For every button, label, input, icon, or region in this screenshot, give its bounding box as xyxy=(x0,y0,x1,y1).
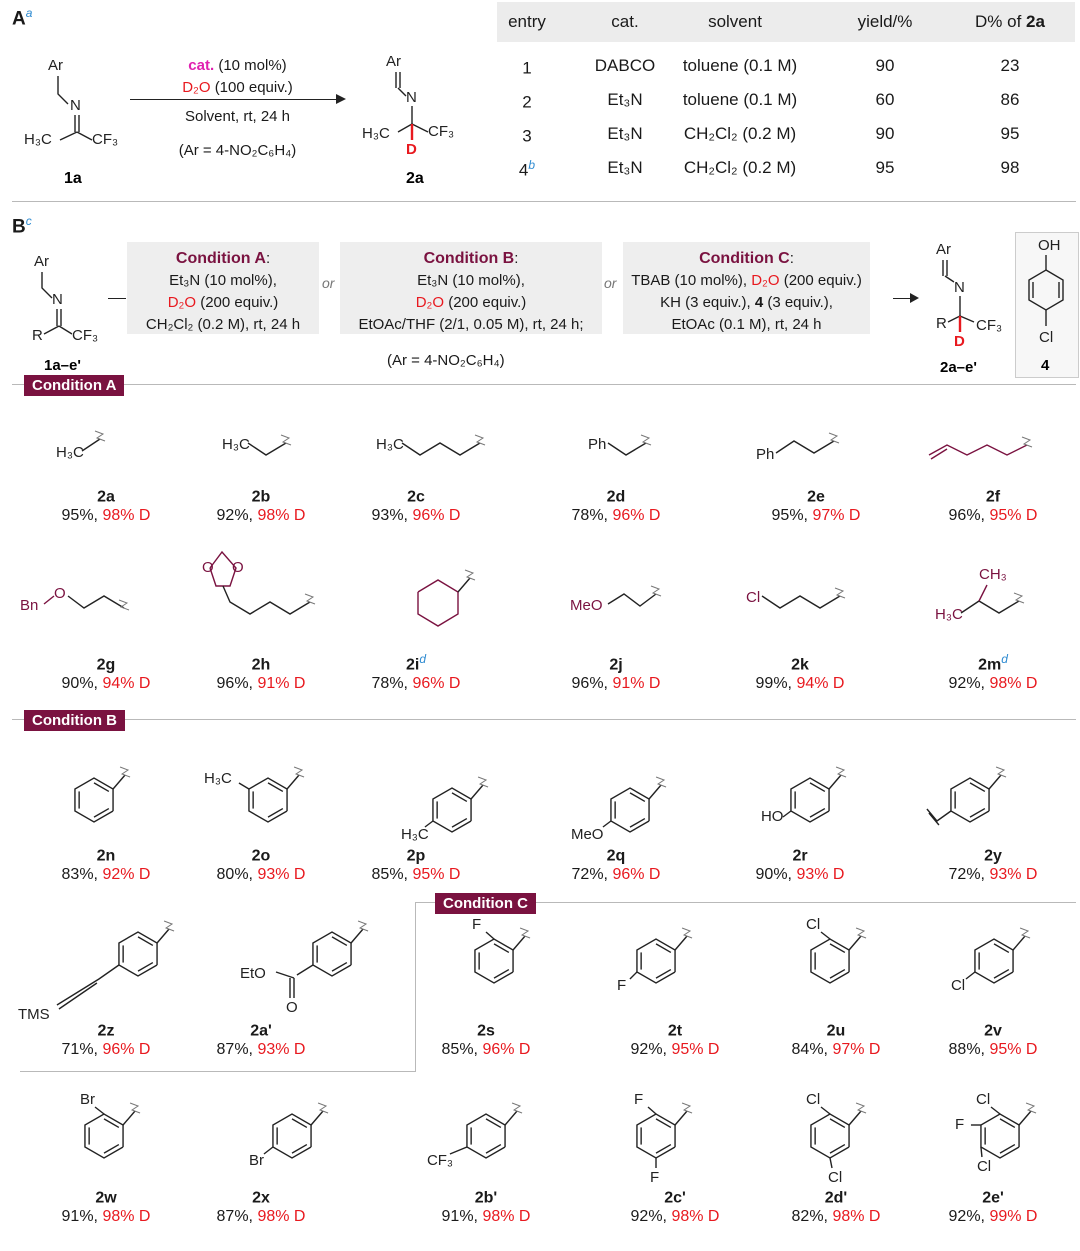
compound-yield: 93%, xyxy=(371,507,408,525)
compound-deuterium: 96% D xyxy=(612,866,661,884)
compound-name: 2r xyxy=(792,847,808,865)
compound-yield: 91%, xyxy=(441,1208,478,1226)
svg-text:Cl: Cl xyxy=(1039,329,1054,346)
compound-deuterium: 91% D xyxy=(257,675,306,693)
compound-yield: 95%, xyxy=(771,507,808,525)
svg-text:Ar: Ar xyxy=(48,57,63,74)
svg-text:H₃C: H₃C xyxy=(400,826,429,843)
compound-name: 2d' xyxy=(824,1189,848,1207)
svg-text:F: F xyxy=(472,916,482,933)
table-cell-solvent: toluene (0.1 M) xyxy=(682,56,798,75)
compound-name: 2i xyxy=(405,656,420,674)
compound-2b xyxy=(181,482,341,526)
compound-2a xyxy=(26,482,186,526)
compound-name: 2e' xyxy=(982,1189,1004,1207)
compound-2cp xyxy=(595,1183,755,1227)
svg-text:O: O xyxy=(232,559,244,576)
svg-text:Cl: Cl xyxy=(746,589,761,606)
svg-text:O: O xyxy=(54,585,66,602)
structure-2z-r xyxy=(18,910,188,1023)
structure-2h-r xyxy=(192,540,322,630)
compound-2v xyxy=(913,1016,1073,1060)
divider-cond-c-bottom xyxy=(20,1071,416,1072)
table-cell-d: 98 xyxy=(1000,158,1020,177)
structure-1a xyxy=(20,40,130,187)
compound-2e xyxy=(736,482,896,526)
svg-text:N: N xyxy=(406,89,417,106)
arrow-head-b xyxy=(910,293,919,303)
compound-yield: 90%, xyxy=(61,675,98,693)
svg-text:MeO: MeO xyxy=(570,826,604,843)
compound-2ep xyxy=(913,1183,1073,1227)
svg-text:4: 4 xyxy=(1041,357,1050,374)
structure-2dp-r xyxy=(766,1090,896,1190)
compound-yield: 92%, xyxy=(948,1208,985,1226)
compound-deuterium: 95% D xyxy=(412,866,461,884)
svg-text:D: D xyxy=(954,333,965,350)
compound-deuterium: 96% D xyxy=(482,1041,531,1059)
compound-name: 2w xyxy=(95,1189,117,1207)
compound-2h xyxy=(181,650,341,694)
table-cell-solvent: toluene (0.1 M) xyxy=(682,90,798,109)
compound-2f xyxy=(913,482,1073,526)
svg-text:CF₃: CF₃ xyxy=(428,123,455,140)
compound-yield: 87%, xyxy=(216,1208,253,1226)
compound-deuterium: 96% D xyxy=(102,1041,151,1059)
compound-yield: 92%, xyxy=(630,1208,667,1226)
table-cell-cat: Et₃N xyxy=(607,124,643,143)
compound-2s xyxy=(406,1016,566,1060)
compound-deuterium: 93% D xyxy=(989,866,1038,884)
compound-note: d xyxy=(419,652,427,666)
compound-deuterium: 99% D xyxy=(989,1208,1038,1226)
svg-text:2a: 2a xyxy=(406,170,424,187)
svg-text:H₃C: H₃C xyxy=(376,436,404,453)
compound-deuterium: 98% D xyxy=(482,1208,531,1226)
svg-text:TMS: TMS xyxy=(18,1006,50,1023)
compound-yield: 96%, xyxy=(571,675,608,693)
compound-deuterium: 95% D xyxy=(671,1041,720,1059)
structure-2b-r xyxy=(222,425,302,465)
table-cell-cat: Et₃N xyxy=(607,90,643,109)
compound-yield: 72%, xyxy=(571,866,608,884)
svg-text:Br: Br xyxy=(80,1091,95,1108)
svg-text:H₃C: H₃C xyxy=(935,606,963,623)
structure-2t-r xyxy=(592,915,722,1015)
svg-text:N: N xyxy=(70,97,81,114)
svg-text:Ar: Ar xyxy=(386,53,401,70)
compound-yield: 90%, xyxy=(755,866,792,884)
svg-text:HO: HO xyxy=(760,808,784,825)
compound-2x xyxy=(181,1183,341,1227)
compound-2n xyxy=(26,841,186,885)
table-cell-entry: 3 xyxy=(522,126,532,146)
structure-2q-r xyxy=(570,770,700,850)
structure-2d-r xyxy=(588,425,668,465)
compound-yield: 92%, xyxy=(216,507,253,525)
structure-2f-r xyxy=(925,425,1055,465)
svg-text:Cl: Cl xyxy=(976,1158,992,1175)
compound-2u xyxy=(756,1016,916,1060)
compound-name: 2q xyxy=(606,847,626,865)
compound-deuterium: 95% D xyxy=(989,1041,1038,1059)
condition-ar-def: (Ar = 4-NO₂C₆H₄) xyxy=(387,352,505,369)
compound-deuterium: 98% D xyxy=(102,507,151,525)
svg-text:Cl: Cl xyxy=(828,1169,843,1186)
th-entry: entry xyxy=(508,12,546,31)
svg-text:Ar: Ar xyxy=(34,253,49,270)
scheme-a-conditions: Solvent, rt, 24 h (Ar = 4-NO₂C₆H₄) xyxy=(178,108,297,159)
compound-2i xyxy=(336,650,496,694)
structure-2j-r xyxy=(570,570,690,620)
svg-text:R: R xyxy=(32,327,43,344)
th-d: D% of 2a xyxy=(975,12,1045,31)
compound-name: 2u xyxy=(826,1022,846,1040)
compound-yield: 91%, xyxy=(61,1208,98,1226)
structure-2v-r xyxy=(930,915,1060,1015)
compound-2c xyxy=(336,482,496,526)
svg-text:Cl: Cl xyxy=(806,916,821,933)
compound-name: 2e xyxy=(807,488,825,506)
compound-yield: 99%, xyxy=(755,675,792,693)
structure-2w-r xyxy=(40,1090,170,1190)
structure-2x-r xyxy=(228,1090,358,1190)
divider-cond-b xyxy=(12,719,1076,720)
compound-yield: 96%, xyxy=(948,507,985,525)
tag-condition-b: Condition B xyxy=(24,710,125,731)
svg-text:F: F xyxy=(616,977,627,994)
compound-name: 2a' xyxy=(250,1022,272,1040)
svg-text:Ph: Ph xyxy=(756,446,775,463)
compound-2j xyxy=(536,650,696,694)
table-cell-yield: 95 xyxy=(875,158,895,177)
compound-deuterium: 96% D xyxy=(412,675,461,693)
svg-text:Cl: Cl xyxy=(806,1091,821,1108)
compound-2dp xyxy=(756,1183,916,1227)
tag-condition-c: Condition C xyxy=(435,893,536,914)
svg-text:F: F xyxy=(650,1169,660,1186)
table-cell-yield: 90 xyxy=(875,56,895,75)
divider-a-b xyxy=(12,201,1076,202)
compound-2g xyxy=(26,650,186,694)
svg-text:H₃C: H₃C xyxy=(56,444,84,461)
svg-text:Bn: Bn xyxy=(20,597,39,614)
compound-deuterium: 93% D xyxy=(257,866,306,884)
compound-deuterium: 91% D xyxy=(612,675,661,693)
compound-yield: 80%, xyxy=(216,866,253,884)
divider-cond-a xyxy=(12,384,1076,385)
table-cell-entry: 1 xyxy=(522,58,532,78)
compound-2w xyxy=(26,1183,186,1227)
condition-a-box: Condition A: Et₃N (10 mol%), D₂O (200 equiv.) CH₂Cl₂ (0.2 M), rt, 24 h xyxy=(127,242,319,334)
compound-2bp xyxy=(406,1183,566,1227)
structure-2c-r xyxy=(376,425,496,465)
svg-text:H₃C: H₃C xyxy=(204,770,232,787)
svg-text:O: O xyxy=(202,559,214,576)
compound-yield: 82%, xyxy=(791,1208,828,1226)
structure-2k-r xyxy=(746,580,866,620)
svg-text:H₃C: H₃C xyxy=(362,125,390,142)
compound-name: 2s xyxy=(477,1022,495,1040)
svg-text:MeO: MeO xyxy=(570,597,603,614)
structure-2p-r xyxy=(402,770,522,850)
compound-yield: 84%, xyxy=(791,1041,828,1059)
or-1: or xyxy=(322,275,335,291)
compound-yield: 85%, xyxy=(371,866,408,884)
compound-deuterium: 98% D xyxy=(257,1208,306,1226)
svg-text:H₃C: H₃C xyxy=(222,436,250,453)
structure-2g-r xyxy=(20,582,150,622)
svg-text:Br: Br xyxy=(248,1152,264,1169)
th-solvent: solvent xyxy=(708,12,762,31)
compound-deuterium: 92% D xyxy=(102,866,151,884)
compound-yield: 71%, xyxy=(61,1041,98,1059)
svg-text:Ph: Ph xyxy=(588,436,607,453)
th-cat: cat. xyxy=(611,12,639,31)
compound-name: 2t xyxy=(667,1022,683,1040)
dash-1 xyxy=(108,298,126,299)
compound-deuterium: 93% D xyxy=(796,866,845,884)
table-cell-d: 95 xyxy=(1000,124,1020,143)
structure-4 xyxy=(1016,232,1076,376)
compound-name: 2n xyxy=(96,847,116,865)
compound-name: 2c xyxy=(407,488,425,506)
compound-deuterium: 98% D xyxy=(989,675,1038,693)
compound-yield: 85%, xyxy=(441,1041,478,1059)
structure-2cp-r xyxy=(592,1090,722,1190)
svg-text:D: D xyxy=(406,141,417,158)
table-cell-solvent: CH₂Cl₂ (0.2 M) xyxy=(683,124,797,143)
tag-condition-a: Condition A xyxy=(24,375,124,396)
structure-2u-r xyxy=(766,915,896,1015)
table-cell-entry: 2 xyxy=(522,92,532,112)
svg-text:CF₃: CF₃ xyxy=(72,327,99,344)
compound-yield: 78%, xyxy=(571,507,608,525)
table-cell-cat: DABCO xyxy=(594,56,656,75)
table-cell-cat: Et₃N xyxy=(607,158,643,177)
compound-2p xyxy=(336,841,496,885)
compound-name: 2b' xyxy=(474,1189,498,1207)
compound-name: 2g xyxy=(96,656,116,674)
compound-name: 2p xyxy=(406,847,426,865)
compound-note: d xyxy=(1001,652,1008,666)
th-yield: yield/% xyxy=(857,12,913,31)
condition-c-box: Condition C: TBAB (10 mol%), D₂O (200 equiv.) KH (3 equiv.), 4 (3 equiv.), EtOAc (0.1 M), rt, 24 h xyxy=(623,242,870,334)
compound-2ap xyxy=(181,1016,341,1060)
svg-text:EtO: EtO xyxy=(240,965,266,982)
svg-text:R: R xyxy=(936,315,947,332)
svg-text:CF₃: CF₃ xyxy=(976,317,1003,334)
compound-name: 2c' xyxy=(664,1189,686,1207)
structure-1a-e xyxy=(28,250,128,375)
compound-name: 2d xyxy=(606,488,626,506)
compound-2m xyxy=(913,650,1073,694)
compound-yield: 88%, xyxy=(948,1041,985,1059)
structure-2i-r xyxy=(398,568,478,638)
compound-yield: 83%, xyxy=(61,866,98,884)
compound-name: 2v xyxy=(984,1022,1002,1040)
compound-yield: 92%, xyxy=(630,1041,667,1059)
compound-deuterium: 98% D xyxy=(832,1208,881,1226)
compound-2r xyxy=(720,841,880,885)
compound-name: 2b xyxy=(251,488,271,506)
structure-2bp-r xyxy=(422,1090,552,1190)
structure-2o-r xyxy=(204,760,338,840)
table-cell-yield: 60 xyxy=(875,90,895,109)
compound-name: 2o xyxy=(251,847,271,865)
table-cell-yield: 90 xyxy=(875,124,895,143)
svg-text:1a–e': 1a–e' xyxy=(44,357,81,374)
compound-deuterium: 98% D xyxy=(102,1208,151,1226)
compound-deuterium: 97% D xyxy=(832,1041,881,1059)
svg-text:1a: 1a xyxy=(64,170,82,187)
compound-name: 2a xyxy=(97,488,115,506)
svg-text:OH: OH xyxy=(1038,237,1061,254)
compound-deuterium: 94% D xyxy=(102,675,151,693)
structure-2e-r xyxy=(756,425,866,470)
scheme-a-reagents: cat. (10 mol%) D₂O (100 equiv.) xyxy=(182,57,293,96)
table-cell-d: 23 xyxy=(1000,56,1020,75)
compound-name: 2k xyxy=(791,656,809,674)
structure-2s-r xyxy=(430,915,560,1015)
svg-text:Ar: Ar xyxy=(936,241,951,258)
compound-2z xyxy=(26,1016,186,1060)
structure-2a-e xyxy=(930,236,1020,376)
compound-deuterium: 98% D xyxy=(257,507,306,525)
compound-deuterium: 94% D xyxy=(796,675,845,693)
arrow-head-a xyxy=(336,94,346,104)
compound-name: 2x xyxy=(252,1189,270,1207)
compound-2o xyxy=(181,841,341,885)
section-b-label: $B^c$ xyxy=(12,214,32,238)
compound-2t xyxy=(595,1016,755,1060)
compound-deuterium: 98% D xyxy=(671,1208,720,1226)
compound-2q xyxy=(536,841,696,885)
reaction-arrow-a xyxy=(130,99,340,100)
compound-deuterium: 97% D xyxy=(812,507,861,525)
svg-text:CF₃: CF₃ xyxy=(92,131,119,148)
compound-yield: 95%, xyxy=(61,507,98,525)
table-cell-solvent: CH₂Cl₂ (0.2 M) xyxy=(683,158,797,177)
structure-2y-r xyxy=(920,760,1040,840)
compound-yield: 96%, xyxy=(216,675,253,693)
compound-name: 2z xyxy=(97,1022,115,1040)
compound-2d xyxy=(536,482,696,526)
structure-2r-r xyxy=(760,760,880,840)
structure-2a xyxy=(360,40,480,187)
compound-yield: 72%, xyxy=(948,866,985,884)
compound-name: 2f xyxy=(985,488,1001,506)
or-2: or xyxy=(604,275,617,291)
condition-b-box: Condition B: Et₃N (10 mol%), D₂O (200 equiv.) EtOAc/THF (2/1, 0.05 M), rt, 24 h; xyxy=(340,242,602,334)
svg-text:CF₃: CF₃ xyxy=(426,1152,454,1169)
structure-2a-r xyxy=(56,425,116,465)
svg-text:O: O xyxy=(286,999,298,1016)
svg-text:CH₃: CH₃ xyxy=(979,566,1007,583)
compound-name: 2h xyxy=(251,656,271,674)
svg-text:2a–e': 2a–e' xyxy=(940,359,977,376)
svg-text:F: F xyxy=(634,1091,644,1108)
structure-2ap-r xyxy=(232,912,382,1022)
svg-text:H₃C: H₃C xyxy=(24,131,52,148)
svg-text:Cl: Cl xyxy=(950,977,966,994)
compound-name: 2m xyxy=(978,656,1002,674)
compound-deuterium: 96% D xyxy=(412,507,461,525)
svg-text:N: N xyxy=(954,279,965,296)
structure-2ep-r xyxy=(936,1090,1066,1190)
structure-2n-r xyxy=(44,760,164,840)
compound-yield: 87%, xyxy=(216,1041,253,1059)
svg-text:N: N xyxy=(52,291,63,308)
compound-2y xyxy=(913,841,1073,885)
table-cell-entry: 4$^b$ xyxy=(518,158,536,180)
section-a-label: $A^a$ xyxy=(12,6,33,30)
svg-text:F: F xyxy=(954,1116,965,1133)
compound-yield: 78%, xyxy=(371,675,408,693)
compound-2k xyxy=(720,650,880,694)
compound-deuterium: 96% D xyxy=(612,507,661,525)
structure-2m-r xyxy=(935,565,1045,625)
compound-deuterium: 95% D xyxy=(989,507,1038,525)
table-cell-d: 86 xyxy=(1000,90,1020,109)
compound-deuterium: 93% D xyxy=(257,1041,306,1059)
compound-name: 2j xyxy=(609,656,623,674)
compound-name: 2y xyxy=(984,847,1002,865)
compound-yield: 92%, xyxy=(948,675,985,693)
svg-text:Cl: Cl xyxy=(976,1091,991,1108)
